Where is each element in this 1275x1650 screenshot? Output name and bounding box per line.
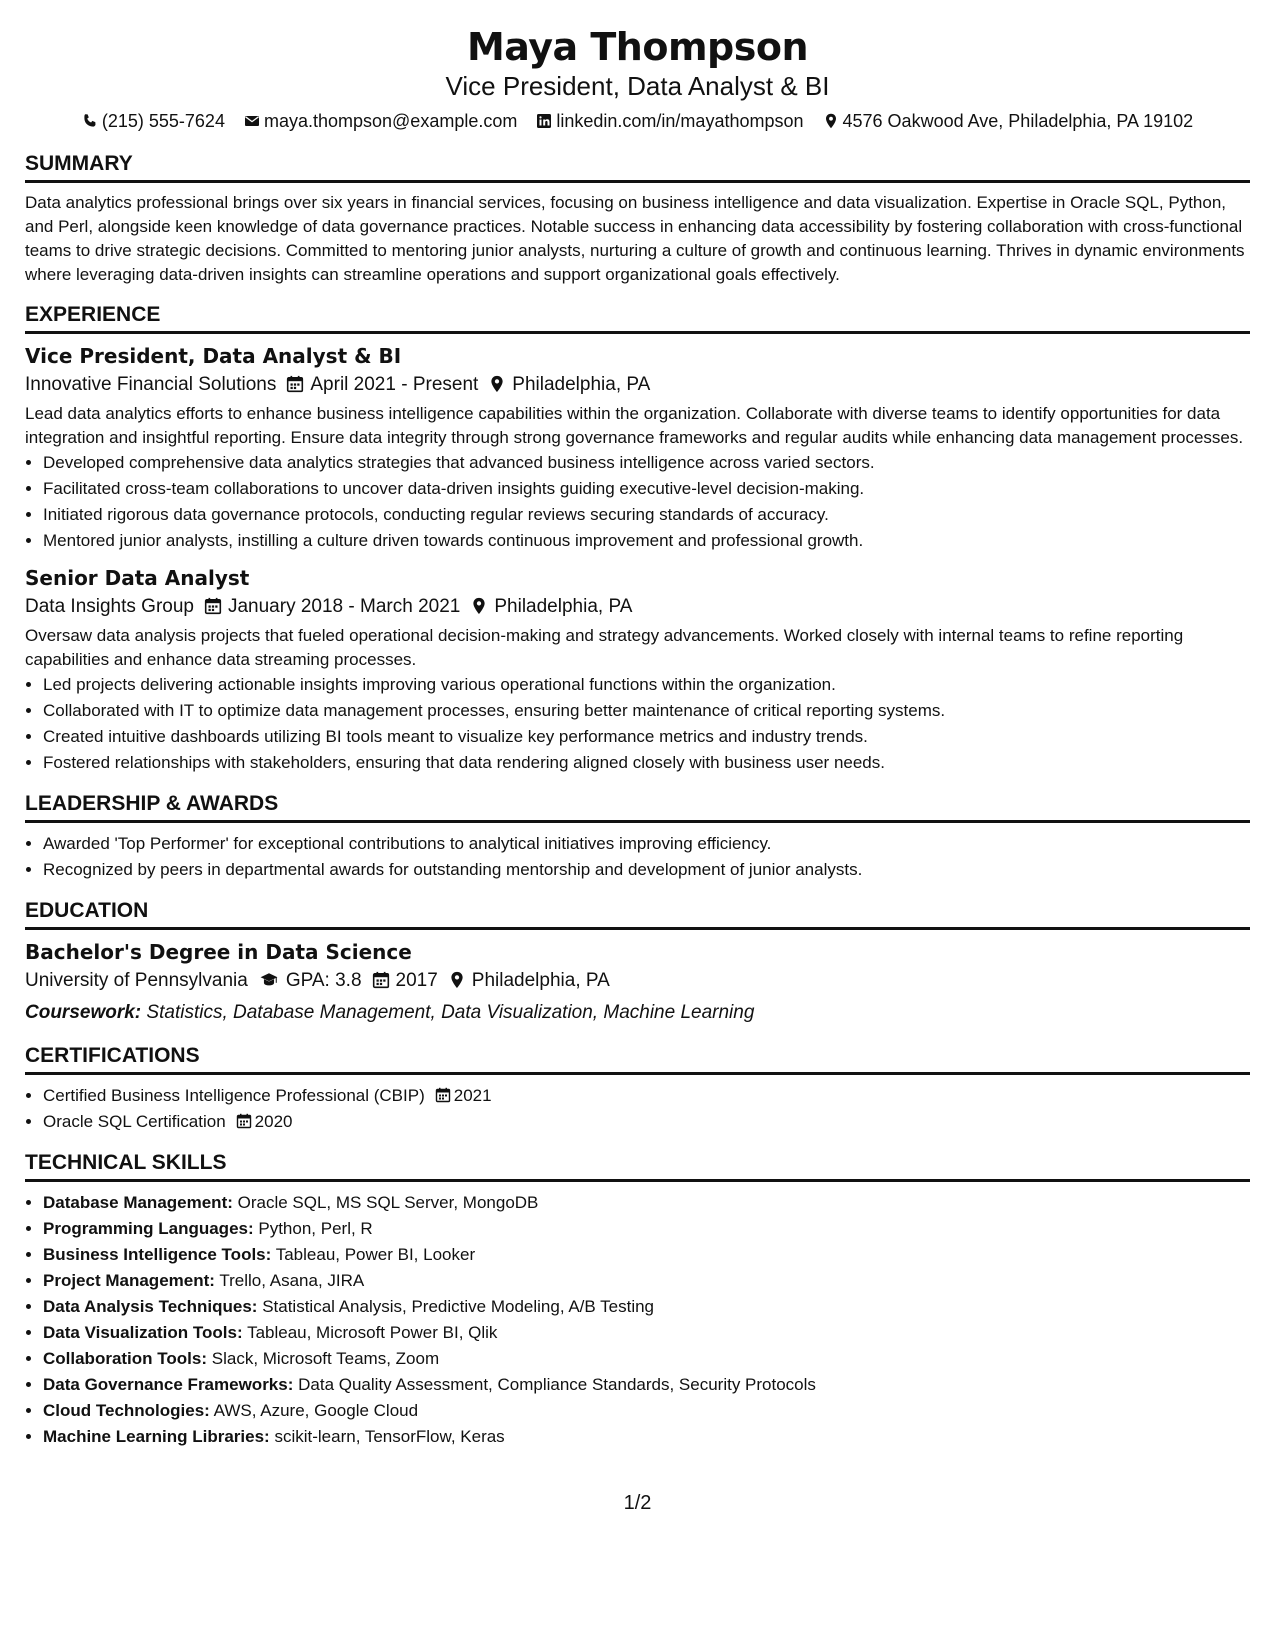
school-name: University of Pennsylvania bbox=[25, 970, 248, 991]
envelope-icon bbox=[244, 113, 260, 129]
skill-label: Collaboration Tools: bbox=[43, 1349, 208, 1368]
list-item bbox=[43, 1372, 1250, 1398]
map-marker-icon bbox=[470, 597, 488, 615]
certifications-section bbox=[25, 1042, 1250, 1135]
job-bullets bbox=[25, 450, 1250, 554]
job-bullets bbox=[25, 672, 1250, 776]
map-marker-icon bbox=[823, 113, 839, 129]
skill-label: Business Intelligence Tools: bbox=[43, 1245, 272, 1264]
list-item: • Initiated rigorous data governance protocols, conducting regular reviews securing standards of accuracy. bbox=[43, 502, 1250, 528]
candidate-name: Maya Thompson bbox=[466, 25, 809, 69]
phone-text: (215) 555-7624 bbox=[101, 111, 225, 131]
skill-value: Tableau, Power BI, Looker bbox=[275, 1245, 476, 1264]
list-item bbox=[43, 1294, 1250, 1320]
calendar-icon bbox=[204, 597, 222, 615]
contact-linkedin[interactable] bbox=[536, 106, 803, 136]
list-item bbox=[43, 1398, 1250, 1424]
list-item: • Led projects delivering actionable insights improving various operational functions within the organization. bbox=[43, 672, 1250, 698]
list-item: • Recognized by peers in departmental awards for outstanding mentorship and development of junior analysts. bbox=[43, 857, 1250, 883]
degree-title: Bachelor's Degree in Data Science bbox=[25, 940, 412, 964]
education-section bbox=[25, 897, 1250, 1028]
list-item: • Developed comprehensive data analytics strategies that advanced business intelligence across varied sectors. bbox=[43, 450, 1250, 476]
certification-name: Certified Business Intelligence Professional (CBIP) bbox=[43, 1086, 425, 1105]
skill-label: Programming Languages: bbox=[43, 1219, 254, 1238]
phone-icon bbox=[82, 113, 98, 129]
list-item bbox=[43, 1268, 1250, 1294]
contact-phone[interactable] bbox=[82, 106, 225, 136]
list-item: • Created intuitive dashboards utilizing BI tools meant to visualize key performance metrics and industry trends. bbox=[43, 724, 1250, 750]
education-location: Philadelphia, PA bbox=[471, 970, 610, 991]
section-heading: EXPERIENCE bbox=[25, 301, 1250, 334]
certifications-list bbox=[25, 1083, 1250, 1135]
skill-value: Python, Perl, R bbox=[258, 1219, 373, 1238]
skills-list bbox=[25, 1190, 1250, 1450]
skill-value: Slack, Microsoft Teams, Zoom bbox=[211, 1349, 440, 1368]
section-heading: LEADERSHIP & AWARDS bbox=[25, 790, 1250, 823]
list-item bbox=[43, 1242, 1250, 1268]
certification-name: Oracle SQL Certification bbox=[43, 1112, 226, 1131]
job-dates: January 2018 - March 2021 bbox=[227, 596, 461, 617]
contact-email[interactable] bbox=[244, 106, 517, 136]
skill-value: Trello, Asana, JIRA bbox=[219, 1271, 365, 1290]
graduation-year: 2017 bbox=[395, 970, 438, 991]
job-meta bbox=[25, 370, 1250, 400]
map-marker-icon bbox=[488, 375, 506, 393]
certification-year: 2021 bbox=[453, 1086, 492, 1105]
contact-line bbox=[25, 106, 1250, 136]
resume-page bbox=[25, 0, 1250, 1450]
job-title: Senior Data Analyst bbox=[25, 566, 250, 590]
skill-value: AWS, Azure, Google Cloud bbox=[213, 1401, 419, 1420]
list-item bbox=[43, 1190, 1250, 1216]
job-title: Vice President, Data Analyst & BI bbox=[25, 344, 402, 368]
summary-text: Data analytics professional brings over six years in financial services, focusing on business intelligence and data visualization. Expertise in Oracle SQL, Python, and Perl, alongside keen knowledge of data governance practices. Notable success in enhancing data accessibility by fostering collaboration with cross-functional teams to drive strategic decisions. Committed to mentoring junior analysts, nurturing a culture of growth and continuous learning. Thrives in dynamic environments where leveraging data-driven insights can streamline operations and support organizational goals effectively. bbox=[25, 193, 1245, 284]
list-item bbox=[43, 1083, 1250, 1109]
job-meta bbox=[25, 592, 1250, 622]
calendar-icon bbox=[286, 375, 304, 393]
skills-section bbox=[25, 1149, 1250, 1450]
linkedin-icon bbox=[536, 113, 552, 129]
skill-label: Database Management: bbox=[43, 1193, 233, 1212]
job-location: Philadelphia, PA bbox=[494, 596, 633, 617]
job-dates: April 2021 - Present bbox=[310, 374, 479, 395]
skill-value: Data Quality Assessment, Compliance Standards, Security Protocols bbox=[298, 1375, 816, 1394]
list-item: • Collaborated with IT to optimize data management processes, ensuring better maintenance of critical reporting systems. bbox=[43, 698, 1250, 724]
company-name: Data Insights Group bbox=[25, 596, 194, 617]
experience-section bbox=[25, 301, 1250, 776]
email-text: maya.thompson@example.com bbox=[263, 111, 518, 131]
calendar-icon bbox=[435, 1087, 451, 1103]
summary-section bbox=[25, 150, 1250, 287]
leadership-section bbox=[25, 790, 1250, 883]
list-item: • Facilitated cross-team collaborations to uncover data-driven insights guiding executive-level decision-making. bbox=[43, 476, 1250, 502]
calendar-icon bbox=[372, 971, 390, 989]
section-heading: EDUCATION bbox=[25, 897, 1250, 930]
contact-address bbox=[823, 106, 1194, 136]
skill-label: Data Visualization Tools: bbox=[43, 1323, 243, 1342]
list-item: • Mentored junior analysts, instilling a culture driven towards continuous improvement and professional growth. bbox=[43, 528, 1250, 554]
skill-value: Oracle SQL, MS SQL Server, MongoDB bbox=[237, 1193, 539, 1212]
list-item: • Fostered relationships with stakeholders, ensuring that data rendering aligned closely with business user needs. bbox=[43, 750, 1250, 776]
company-name: Innovative Financial Solutions bbox=[25, 374, 277, 395]
job-description: Oversaw data analysis projects that fueled operational decision-making and strategy advancements. Worked closely with internal teams to refine reporting capabilities and enhance data streaming processes. bbox=[25, 626, 1184, 669]
list-item bbox=[43, 1346, 1250, 1372]
skill-label: Machine Learning Libraries: bbox=[43, 1427, 270, 1446]
map-marker-icon bbox=[448, 971, 466, 989]
list-item bbox=[43, 1216, 1250, 1242]
list-item bbox=[43, 1109, 1250, 1135]
job-description: Lead data analytics efforts to enhance business intelligence capabilities within the organization. Collaborate with diverse teams to identify opportunities for data integration and insightful reporting. Ensure data integrity through strong governance frameworks and regular audits while enhancing data management processes. bbox=[25, 404, 1244, 447]
coursework-list: Statistics, Database Management, Data Visualization, Machine Learning bbox=[146, 1002, 755, 1023]
skill-value: Tableau, Microsoft Power BI, Qlik bbox=[247, 1323, 498, 1342]
skill-value: Statistical Analysis, Predictive Modeling, A/B Testing bbox=[262, 1297, 655, 1316]
calendar-icon bbox=[236, 1113, 252, 1129]
skill-label: Project Management: bbox=[43, 1271, 215, 1290]
section-heading: TECHNICAL SKILLS bbox=[25, 1149, 1250, 1182]
skill-label: Cloud Technologies: bbox=[43, 1401, 210, 1420]
education-meta bbox=[25, 966, 1250, 996]
skill-value: scikit-learn, TensorFlow, Keras bbox=[274, 1427, 505, 1446]
skill-label: Data Governance Frameworks: bbox=[43, 1375, 294, 1394]
job-entry bbox=[25, 564, 1250, 776]
certification-year: 2020 bbox=[254, 1112, 293, 1131]
page-number: 1/2 bbox=[623, 1492, 652, 1514]
list-item: • Awarded 'Top Performer' for exceptional contributions to analytical initiatives improving efficiency. bbox=[43, 831, 1250, 857]
coursework-line bbox=[25, 998, 1250, 1028]
linkedin-text: linkedin.com/in/mayathompson bbox=[556, 111, 804, 131]
candidate-title: Vice President, Data Analyst & BI bbox=[445, 71, 830, 101]
leadership-bullets bbox=[25, 831, 1250, 883]
address-text: 4576 Oakwood Ave, Philadelphia, PA 19102 bbox=[842, 111, 1194, 131]
job-entry bbox=[25, 342, 1250, 554]
section-heading: SUMMARY bbox=[25, 150, 1250, 183]
resume-header bbox=[25, 24, 1250, 136]
job-location: Philadelphia, PA bbox=[512, 374, 651, 395]
list-item bbox=[43, 1424, 1250, 1450]
section-heading: CERTIFICATIONS bbox=[25, 1042, 1250, 1075]
coursework-label: Coursework: bbox=[25, 1002, 142, 1023]
graduation-cap-icon bbox=[258, 971, 280, 989]
list-item bbox=[43, 1320, 1250, 1346]
gpa: GPA: 3.8 bbox=[285, 970, 362, 991]
skill-label: Data Analysis Techniques: bbox=[43, 1297, 258, 1316]
